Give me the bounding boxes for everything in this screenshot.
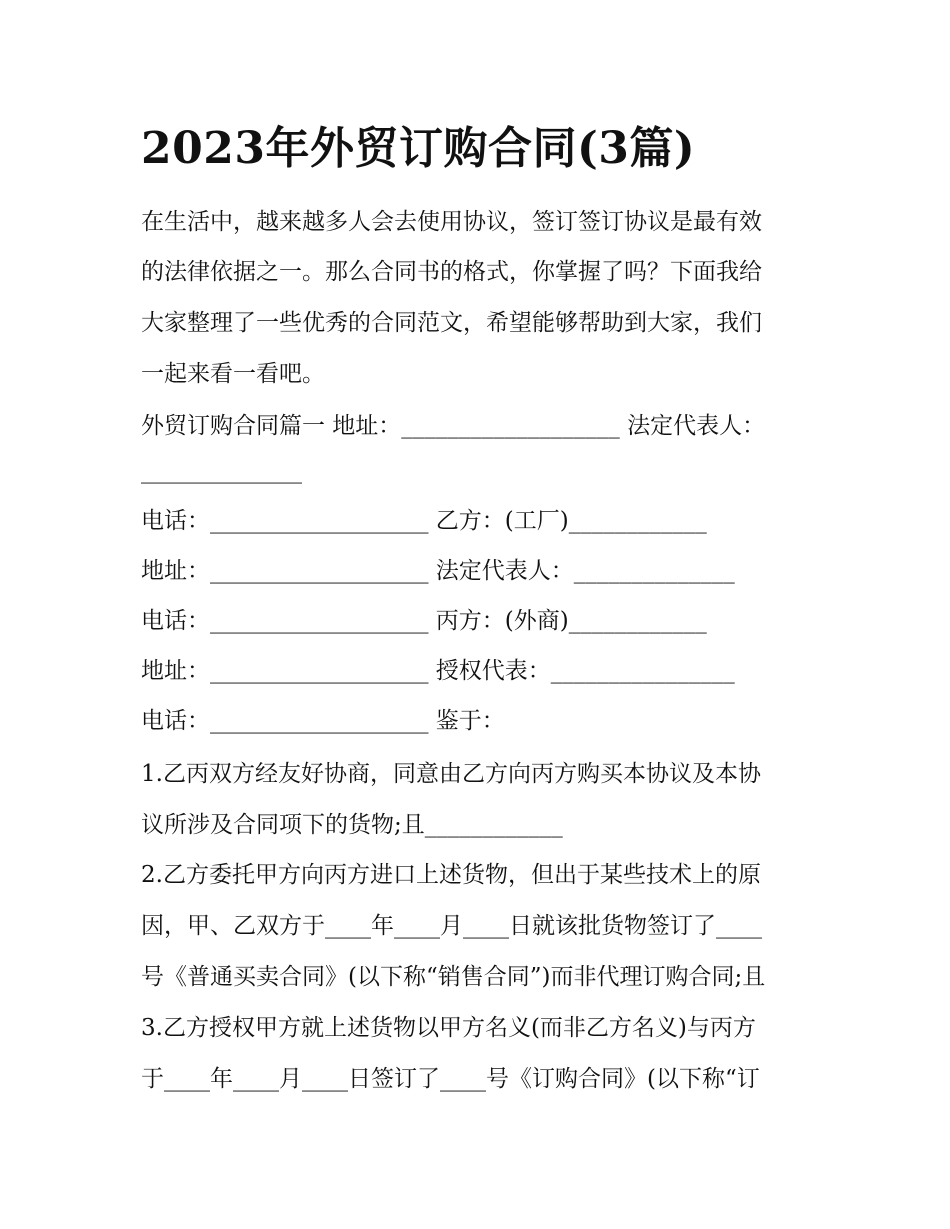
party-a-phone-line: 电话：___________________ 乙方：(工厂)____________ [141, 508, 707, 534]
intro-line-2: 的法律依据之一。那么合同书的格式，你掌握了吗？下面我给 [141, 259, 762, 285]
clause-2-line-1: 2.乙方委托甲方向丙方进口上述货物，但出于某些技术上的原 [141, 862, 761, 888]
clause-3-line-1: 3.乙方授权甲方就上述货物以甲方名义(而非乙方名义)与丙方 [141, 1015, 756, 1041]
intro-line-3: 大家整理了一些优秀的合同范文，希望能够帮助到大家，我们 [141, 310, 762, 336]
clause-3-line-2: 于____年____月____日签订了____号《订购合同》(以下称“订 [141, 1066, 760, 1092]
intro-line-4: 一起来看一看吧。 [141, 361, 325, 387]
party-c-address-line: 地址：___________________ 授权代表：________________ [141, 658, 735, 684]
intro-line-1: 在生活中，越来越多人会去使用协议，签订签订协议是最有效 [141, 209, 762, 235]
clause-2-line-3: 号《普通买卖合同》(以下称“销售合同”)而非代理订购合同;且 [141, 964, 766, 990]
document-title: 2023年外贸订购合同(3篇) [141, 123, 696, 174]
clause-1-line-2: 议所涉及合同项下的货物;且____________ [141, 812, 563, 838]
party-c-phone-line: 电话：___________________ 鉴于： [141, 708, 505, 734]
clause-1-line-1: 1.乙丙双方经友好协商，同意由乙方向丙方购买本协议及本协 [141, 761, 761, 787]
clause-2-line-2: 因，甲、乙双方于____年____月____日就该批货物签订了____ [141, 913, 762, 939]
party-b-address-line: 地址：___________________ 法定代表人：______________ [141, 558, 735, 584]
party-a-representative-blank: ______________ [141, 458, 302, 484]
party-b-phone-line: 电话：___________________ 丙方：(外商)____________ [141, 608, 707, 634]
party-a-address-line: 外贸订购合同篇一 地址：___________________ 法定代表人： [141, 413, 766, 439]
